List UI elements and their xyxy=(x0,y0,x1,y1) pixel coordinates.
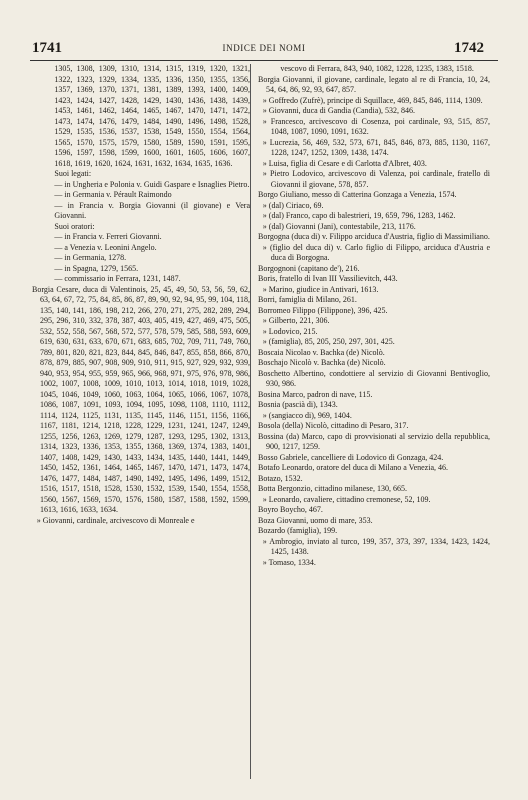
page-number-left: 1741 xyxy=(32,40,62,56)
header-rule xyxy=(30,60,498,61)
index-entry: vescovo di Ferrara, 843, 940, 1082, 1228, 1235, 1383, 1518. xyxy=(280,64,474,73)
index-entry: Borri, famiglia di Milano, 261. xyxy=(258,295,357,304)
index-entry: — in Francia v. Borgia Giovanni (il giovane) e Vera Giovanni. xyxy=(54,200,250,220)
index-entry: » Ambrogio, inviato al turco, 199, 357, 373, 397, 1334, 1423, 1424, 1425, 1438. xyxy=(262,536,490,556)
index-entry: Bosina Marco, padron di nave, 115. xyxy=(258,389,373,399)
index-entry: Borgogna (duca di) v. Filippo arciduca d'Austria, figlio di Massimiliano. xyxy=(258,232,490,241)
index-entry: » Leonardo, cavaliere, cittadino cremonese, 52, 109. xyxy=(262,494,431,504)
index-entry: Boza Giovanni, uomo di mare, 353. xyxy=(258,515,373,525)
index-entry: Bossina (da) Marco, capo di provvisionati al servizio della repubblica, 900, 1217, 1259. xyxy=(258,431,490,451)
index-entry: Boris, fratello di Ivan III Vassilievitch, 443. xyxy=(258,274,398,283)
index-entry: » (dal) Ciriaco, 69. xyxy=(262,200,324,210)
index-entry: — a Venezia v. Leonini Angelo. xyxy=(54,242,157,252)
index-entry: » Pietro Lodovico, arcivescovo di Valenza, poi cardinale, fratello di Giovanni il giovane, 578, 857. xyxy=(262,169,490,189)
index-entry: » Marino, giudice in Antivari, 1613. xyxy=(262,284,379,294)
index-entry: Botafo Leonardo, oratore del duca di Milano a Venezia, 46. xyxy=(258,463,449,472)
index-entry: — in Ungheria e Polonia v. Guidi Gaspare e Isnaglies Pietro. xyxy=(54,179,250,189)
index-entry: » Lodovico, 215. xyxy=(262,326,318,336)
running-title: INDICE DEI NOMI xyxy=(222,43,306,53)
right-column xyxy=(258,64,490,568)
index-entry: Boschajo Nicolò v. Bachka (de) Nicolò. xyxy=(258,358,386,367)
index-entry: Bosola (della) Nicolò, cittadino di Pesaro, 317. xyxy=(258,421,409,430)
index-entry: Boscaia Nicolao v. Bachka (de) Nicolò. xyxy=(258,347,385,357)
index-entry: — in Germania v. Pérault Raimondo xyxy=(54,190,172,199)
index-entry: Borromeo Filippo (Filippone), 396, 425. xyxy=(258,305,388,315)
index-entry: » Tomaso, 1334. xyxy=(262,557,316,567)
index-entry: » Giovanni, cardinale, arcivescovo di Monreale e xyxy=(36,515,195,525)
index-entry: 1305, 1308, 1309, 1310, 1314, 1315, 1319, 1320, 1321, 1322, 1323, 1329, 1334, 1335, 1336, 1350, 1355, 1356, 1357, 1369, 1370, 1371, 1381, 1389, 1393, 1400, 1409, 1423, 1424, 1427, 1428, 1429, 1430, 1436, 1438, 1439, 1453, 1461, 1462, 1464, 1465, 1467, 1470, 1471, 1472, 1473, 1474, 1476, 1479, 1484, 1490, 1496, 1498, 1528, 1529, 1535, 1536, 1537, 1538, 1549, 1550, 1554, 1564, 1565, 1570, 1575, 1579, 1580, 1589, 1590, 1591, 1595, 1596, 1597, 1598, 1599, 1600, 1601, 1605, 1606, 1607, 1618, 1619, 1620, 1624, 1631, 1632, 1634, 1635, 1636. xyxy=(54,64,250,168)
column-divider xyxy=(250,64,251,779)
index-entry: » (dal) Franco, capo di balestrieri, 19, 659, 796, 1283, 1462. xyxy=(262,211,456,220)
index-entry: » (famiglia), 85, 205, 250, 297, 301, 425. xyxy=(262,337,395,346)
index-entry: Boyro Boycho, 467. xyxy=(258,505,323,514)
index-entry: — commissario in Ferrara, 1231, 1487. xyxy=(54,274,181,283)
index-entry: » (figlio del duca di) v. Carlo figlio di Filippo, arciduca d'Austria e duca di Borgogna. xyxy=(262,242,490,262)
index-entry: Borgognoni (capitano de'), 216. xyxy=(258,263,360,273)
index-entry: Borgo Giuliano, messo di Catterina Gonzaga a Venezia, 1574. xyxy=(258,190,457,199)
index-entry: Botazo, 1532. xyxy=(258,473,303,483)
index-entry: — in Francia v. Ferreri Giovanni. xyxy=(54,232,162,241)
index-entry: — in Spagna, 1279, 1565. xyxy=(54,263,139,273)
index-entry: Borgia Cesare, duca di Valentinois, 25, 45, 49, 50, 53, 56, 59, 62, 63, 64, 67, 72, 75, 84, 85, 86, 87, 89, 90, 92, 94, 95, 99, 104, 118, 135, 140, 141, 186, 198, 212, 266, 270, 271, 275, 282, 289, 294, 295, 296, 310, 332, 378, 387, 403, 405, 419, 427, 469, 475, 505, 532, 552, 558, 567, 568, 572, 577, 578, 579, 585, 588, 593, 609, 619, 630, 631, 633, 670, 671, 683, 685, 702, 709, 711, 749, 760, 789, 801, 820, 821, 823, 844, 845, 846, 847, 855, 858, 866, 870, 878, 879, 885, 907, 908, 909, 910, 911, 915, 927, 929, 932, 939, 940, 953, 954, 955, 959, 965, 966, 968, 971, 975, 976, 978, 986, 1002, 1007, 1008, 1009, 1010, 1013, 1014, 1018, 1019, 1028, 1045, 1046, 1049, 1060, 1063, 1064, 1065, 1066, 1067, 1078, 1086, 1087, 1091, 1093, 1094, 1095, 1098, 1108, 1110, 1112, 1114, 1124, 1125, 1131, 1135, 1145, 1146, 1151, 1156, 1166, 1167, 1181, 1214, 1218, 1228, 1229, 1231, 1241, 1247, 1249, 1255, 1256, 1263, 1269, 1279, 1287, 1293, 1295, 1302, 1313, 1314, 1323, 1336, 1353, 1355, 1368, 1369, 1374, 1383, 1401, 1407, 1408, 1429, 1430, 1433, 1434, 1435, 1440, 1441, 1449, 1450, 1452, 1361, 1464, 1465, 1467, 1470, 1471, 1473, 1474, 1476, 1477, 1484, 1487, 1490, 1492, 1495, 1496, 1499, 1512, 1516, 1517, 1518, 1528, 1530, 1532, 1539, 1540, 1554, 1558, 1560, 1567, 1569, 1570, 1576, 1580, 1587, 1588, 1592, 1599, 1613, 1616, 1633, 1634. xyxy=(32,284,250,514)
page-number-right: 1742 xyxy=(454,40,484,56)
index-entry: Bozardo (famiglia), 199. xyxy=(258,526,338,535)
index-entry: Bosso Gabriele, cancelliere di Lodovico di Gonzaga, 424. xyxy=(258,452,444,462)
index-entry: Suoi oratori: xyxy=(54,221,95,231)
left-column xyxy=(32,64,250,526)
index-entry: » Francesco, arcivescovo di Cosenza, poi cardinale, 93, 515, 857, 1048, 1087, 1090, 1091, 1632. xyxy=(262,116,490,136)
index-entry: Botta Bergonzio, cittadino milanese, 130, 665. xyxy=(258,484,407,493)
index-entry: » (dal) Giovanni (Jani), contestabile, 213, 1176. xyxy=(262,221,416,231)
index-entry: — in Germania, 1278. xyxy=(54,253,127,262)
index-entry: » (sangiacco di), 969, 1404. xyxy=(262,410,352,420)
index-entry: » Giovanni, duca di Gandia (Candia), 532, 846. xyxy=(262,106,415,115)
index-entry: » Goffredo (Zufrè), principe di Squillace, 469, 845, 846, 1114, 1309. xyxy=(262,95,483,105)
index-entry: Boschetto Albertino, condottiere al servizio di Giovanni Bentivoglio, 930, 986. xyxy=(258,368,490,388)
index-entry: Suoi legati: xyxy=(54,169,92,178)
index-entry: » Gilberto, 221, 306. xyxy=(262,316,330,325)
index-entry: » Lucrezia, 56, 469, 532, 573, 671, 845, 846, 873, 885, 1130, 1167, 1228, 1247, 1252, 1309, 1438, 1474. xyxy=(262,137,490,157)
index-entry: Bosnia (pascià di), 1343. xyxy=(258,400,338,409)
index-entry: » Luisa, figlia di Cesare e di Carlotta d'Albret, 403. xyxy=(262,158,427,168)
index-entry: Borgia Giovanni, il giovane, cardinale, legato al re di Francia, 10, 24, 54, 64, 86, 92, 93, 647, 857. xyxy=(258,74,490,94)
